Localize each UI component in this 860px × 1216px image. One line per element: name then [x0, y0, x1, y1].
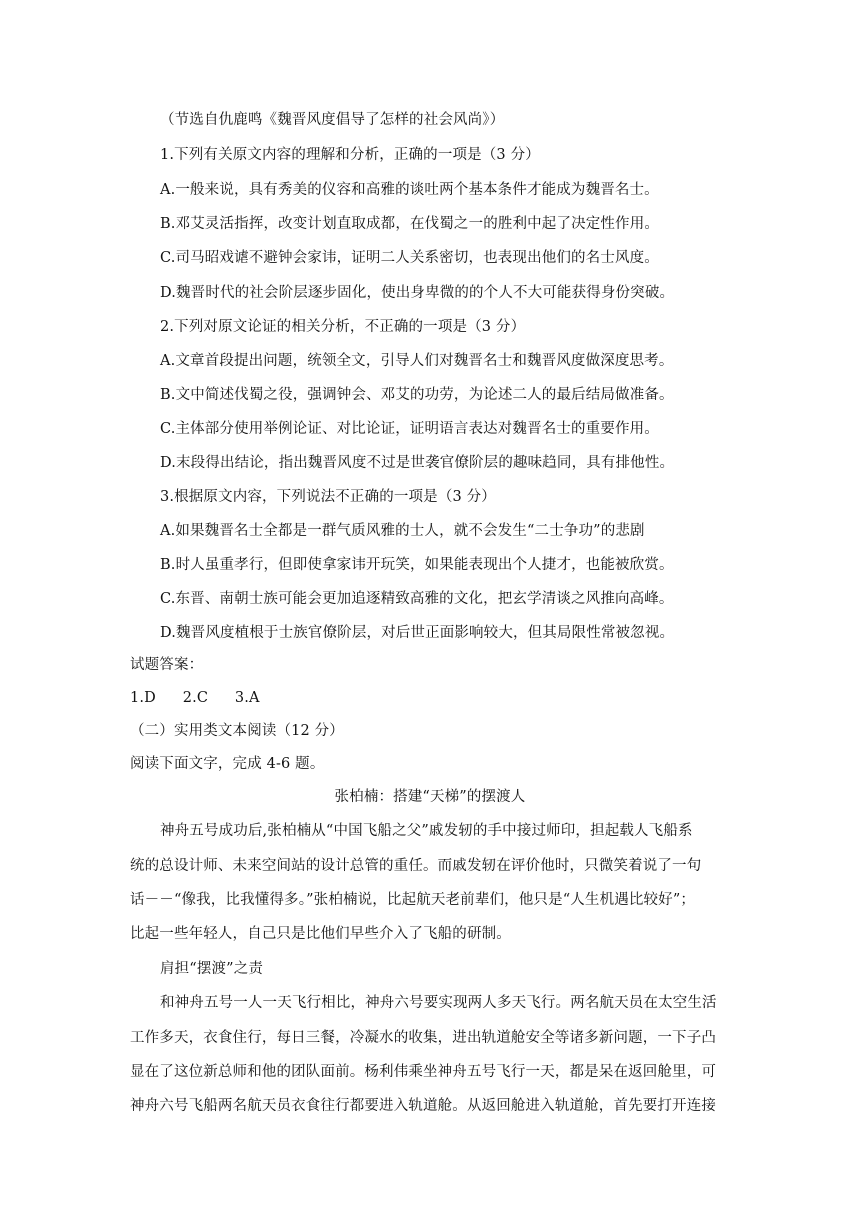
- question-1-option-a: A.一般来说，具有秀美的仪容和高雅的谈吐两个基本条件才能成为魏晋名士。: [160, 182, 659, 198]
- question-3-option-a: A.如果魏晋名士全都是一群气质风雅的士人，就不会发生“二士争功”的悲剧: [160, 523, 645, 539]
- question-3-option-b: B.时人虽重孝行，但即使拿家讳开玩笑，如果能表现出个人捷才，也能被欣赏。: [160, 557, 674, 573]
- article-paragraph-2-line-3: 显在了这位新总师和他的团队面前。杨利伟乘坐神舟五号飞行一天，都是呆在返回舱里，可: [130, 1064, 716, 1080]
- question-2-option-a: A.文章首段提出问题，统领全文，引导人们对魏晋名士和魏晋风度做深度思考。: [160, 353, 674, 369]
- section-2-title: （二）实用类文本阅读（12 分）: [130, 723, 344, 739]
- article-paragraph-2-line-4: 神舟六号飞船两名航天员衣食往行都要进入轨道舱。从返回舱进入轨道舱，首先要打开连接: [130, 1098, 716, 1114]
- article-subheading: 肩担“摆渡”之责: [160, 961, 264, 977]
- reading-instruction: 阅读下面文字，完成 4-6 题。: [130, 756, 325, 772]
- question-2-option-d: D.末段得出结论，指出魏晋风度不过是世袭官僚阶层的趣味趋同，具有排他性。: [160, 455, 675, 471]
- question-2-option-c: C.主体部分使用举例论证、对比论证，证明语言表达对魏晋名士的重要作用。: [160, 421, 659, 437]
- answers-label: 试题答案：: [130, 657, 204, 673]
- question-2-stem: 2.下列对原文论证的相关分析，不正确的一项是（3 分）: [160, 319, 526, 335]
- question-1-option-b: B.邓艾灵活指挥，改变计划直取成都，在伐蜀之一的胜利中起了决定性作用。: [160, 216, 660, 232]
- article-paragraph-2-line-2: 工作多天，衣食住行，每日三餐，冷凝水的收集，进出轨道舱安全等诸多新问题，一下子凸: [130, 1030, 716, 1046]
- source-citation: （节选自仇鹿鸣《魏晋风度倡导了怎样的社会风尚》）: [160, 112, 505, 128]
- article-paragraph-2-line-1: 和神舟五号一人一天飞行相比，神舟六号要实现两人多天飞行。两名航天员在太空生活: [160, 995, 717, 1011]
- question-3-option-d: D.魏晋风度植根于士族官僚阶层，对后世正面影响较大，但其局限性常被忽视。: [160, 625, 675, 641]
- article-paragraph-1-line-3: 话－－“像我，比我懂得多。”张柏楠说，比起航天老前辈们，他只是“人生机遇比较好”；: [130, 892, 696, 908]
- answer-1: 1.D: [130, 690, 156, 706]
- article-title: 张柏楠：搭建“天梯”的摆渡人: [334, 789, 526, 805]
- article-paragraph-1-line-2: 统的总设计师、未来空间站的设计总管的重任。而戚发轫在评价他时，只微笑着说了一句: [130, 858, 702, 874]
- question-1-option-c: C.司马昭戏谑不避钟会家讳，证明二人关系密切，也表现出他们的名士风度。: [160, 250, 659, 266]
- question-1-option-d: D.魏晋时代的社会阶层逐步固化，使出身卑微的的个人不大可能获得身份突破。: [160, 285, 675, 301]
- answer-2: 2.C: [182, 690, 209, 706]
- answer-3: 3.A: [234, 690, 260, 706]
- answers-row: [130, 688, 260, 708]
- question-2-option-b: B.文中简述伐蜀之役，强调钟会、邓艾的功劳，为论述二人的最后结局做准备。: [160, 387, 674, 403]
- question-3-option-c: C.东晋、南朝士族可能会更加追逐精致高雅的文化，把玄学清谈之风推向高峰。: [160, 591, 674, 607]
- question-3-stem: 3.根据原文内容，下列说法不正确的一项是（3 分）: [160, 489, 496, 505]
- article-paragraph-1-line-1: 神舟五号成功后,张柏楠从“中国飞船之父”戚发轫的手中接过师印，担起载人飞船系: [160, 823, 693, 839]
- article-paragraph-1-line-4: 比起一些年轻人，自己只是比他们早些介入了飞船的研制。: [130, 926, 511, 942]
- question-1-stem: 1.下列有关原文内容的理解和分析，正确的一项是（3 分）: [160, 147, 540, 163]
